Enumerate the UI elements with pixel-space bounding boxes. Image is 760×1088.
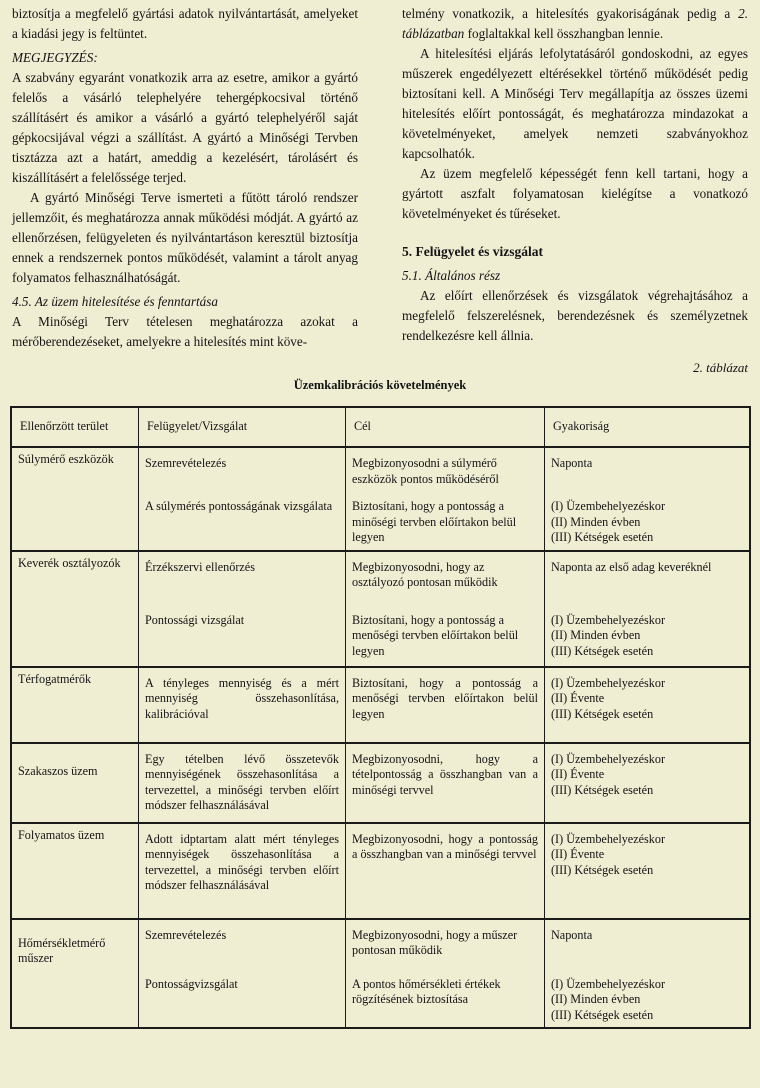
frequency-line: (II) Minden évben: [551, 628, 641, 642]
frequency-cell: [545, 667, 751, 743]
frequency-line: (III) Kétségek esetén: [551, 862, 654, 877]
area-cell: Súlymérő eszközök: [11, 447, 139, 551]
section-heading: 4.5. Az üzem hitelesítése és fenntartása: [12, 294, 218, 309]
goal-cell: Megbizonyosodni, hogy a pontosság a összhangban van a minőségi tervvel: [346, 823, 545, 919]
goal-cell: Biztosítani, hogy a pontosság a menőségi tervben előírtakon belül legyen: [346, 597, 545, 667]
check-cell: Érzékszervi ellenőrzés: [139, 551, 346, 597]
subsection-heading: 5.1. Általános rész: [402, 268, 501, 283]
area-cell: Szakaszos üzem: [11, 743, 139, 823]
column-header: Cél: [346, 407, 545, 447]
area-cell: Térfogatmérők: [11, 667, 139, 743]
frequency-cell: [545, 965, 751, 1029]
frequency-line: (III) Kétségek esetén: [551, 782, 654, 797]
frequency-line: (II) Évente: [551, 691, 605, 705]
frequency-cell: [545, 491, 751, 551]
frequency-line: (III) Kétségek esetén: [551, 1007, 654, 1022]
frequency-line: (II) Évente: [551, 847, 605, 861]
frequency-cell: [545, 551, 751, 597]
frequency-line: (II) Minden évben: [551, 514, 641, 529]
frequency-line: Naponta az első adag keveréknél: [551, 559, 712, 574]
check-cell: Szemrevételezés: [139, 447, 346, 491]
frequency-cell: [545, 447, 751, 491]
paragraph: A hitelesítési eljárás lefolytatásáról gondoskodni, az egyes műszerek engedélyezett eltérésekkel történő működését pedig biztosítani kell. A Minőségi Terv megállapítja az összes üzemi hitelesítés előírt pontosságát, és meghatározza mindazokat a követelményeket, amelyek nemzeti szabványokhoz kapcsolhatók.: [402, 46, 748, 161]
paragraph-text: telmény vonatkozik, a hitelesítés gyakoriságának pedig a: [402, 6, 739, 21]
check-cell: Adott idptartam alatt mért tényleges mennyiségek összehasonlítása a tervezettel, a minőségi tervben előírt módszer felhasználásával: [139, 823, 346, 919]
area-cell: Folyamatos üzem: [11, 823, 139, 919]
frequency-cell: [545, 597, 751, 667]
column-header: Gyakoriság: [545, 407, 751, 447]
goal-cell: Megbizonyosodni, hogy az osztályozó pontosan működik: [346, 551, 545, 597]
goal-cell: Biztosítani, hogy a pontosság a menőségi tervben előírtakon belül legyen: [346, 667, 545, 743]
paragraph: A gyártó Minőségi Terve ismerteti a fűtött tároló rendszer jellemzőit, és meghatározza annak működési módját. A gyártó az ellenőrzésen, felügyeleten és nyilvántartáson keresztül biztosítja ennek a rendszernek pontos működését, valamint a tárolt anyag folyamatos felhasználhatóságát.: [12, 190, 358, 285]
paragraph-text: foglaltakkal kell összhangban lennie.: [464, 26, 664, 41]
frequency-line: (I) Üzembehelyezéskor: [551, 499, 666, 513]
area-cell: Keverék osztályozók: [11, 551, 139, 667]
section-heading: 5. Felügyelet és vizsgálat: [402, 244, 543, 259]
check-cell: Egy tételben lévő összetevők mennyiségének összehasonlítása a tervezettel, a minőségi tervben előírt módszer felhasználásával: [139, 743, 346, 823]
check-cell: A tényleges mennyiség és a mért mennyiség összehasonlítása, kalibrációval: [139, 667, 346, 743]
frequency-line: Naponta: [551, 456, 593, 470]
frequency-line: (I) Üzembehelyezéskor: [551, 751, 666, 766]
frequency-line: (III) Kétségek esetén: [551, 530, 654, 544]
goal-cell: Megbizonyosodni, hogy a műszer pontosan működik: [346, 919, 545, 965]
frequency-line: (I) Üzembehelyezéskor: [551, 831, 666, 846]
table-row: [11, 823, 750, 919]
paragraph: A szabvány egyaránt vonatkozik arra az esetre, amikor a gyártó felelős a vásárló telephelyére tehergépkocsival történő szállításért és amikor a vásárló a gyártó telephelyéről saját gépkocsijával végzi a szállítást. A gyártó a Minőségi Tervben tisztázza azt a határt, ameddig a kezelésért, tárolásért és kiszállításért a felelőssége terjed.: [12, 70, 358, 185]
area-cell: Hőmérsékletmérő műszer: [11, 919, 139, 1029]
paragraph: biztosítja a megfelelő gyártási adatok nyilvántartását, amelyeket a kiadási jegy is feltüntet.: [12, 6, 358, 41]
table-header-row: [11, 407, 750, 447]
check-cell: A súlymérés pontosságának vizsgálata: [139, 491, 346, 551]
frequency-line: (I) Üzembehelyezéskor: [551, 675, 666, 690]
table-row: [11, 551, 750, 597]
left-text-column: [12, 4, 358, 352]
frequency-line: (II) Minden évben: [551, 992, 641, 1006]
goal-cell: A pontos hőmérsékleti értékek rögzítésének biztosítása: [346, 965, 545, 1029]
table-reference: 2. táblázatban: [402, 6, 748, 41]
column-header: Felügyelet/Vizsgálat: [139, 407, 346, 447]
paragraph: Az üzem megfelelő képességét fenn kell tartani, hogy a gyártott aszfalt folyamatosan kielégítse a vonatkozó követelményeket és tűréseket.: [402, 166, 748, 221]
frequency-line: (III) Kétségek esetén: [551, 643, 654, 658]
goal-cell: Biztosítani, hogy a pontosság a minőségi tervben előírtakon belül legyen: [346, 491, 545, 551]
frequency-line: (II) Évente: [551, 767, 605, 781]
table-title: Üzemkalibrációs követelmények: [293, 378, 467, 392]
paragraph: Az előírt ellenőrzések és vizsgálatok végrehajtásához a megfelelő felszerelésnek, berendezésnek és személyzetnek rendelkezésre kell állnia.: [402, 288, 748, 343]
column-header: Ellenőrzött terület: [11, 407, 139, 447]
table-row: [11, 667, 750, 743]
paragraph: A Minőségi Terv tételesen meghatározza azokat a mérőberendezéseket, amelyekre a hitelesítés mint köve-: [12, 314, 358, 349]
right-text-column: [402, 4, 748, 346]
calibration-table: [10, 406, 751, 1029]
note-heading: MEGJEGYZÉS:: [12, 50, 98, 65]
frequency-line: Naponta: [551, 927, 593, 942]
frequency-cell: [545, 823, 751, 919]
check-cell: Pontossági vizsgálat: [139, 597, 346, 667]
frequency-line: (III) Kétségek esetén: [551, 706, 654, 721]
check-cell: Pontosságvizsgálat: [139, 965, 346, 1029]
table-row: [11, 919, 750, 965]
table-row: [11, 447, 750, 491]
frequency-line: (I) Üzembehelyezéskor: [551, 612, 666, 627]
table-number-label: 2. táblázat: [693, 360, 748, 375]
goal-cell: Megbizonyosodni a súlymérő eszközök pontos működéséről: [346, 447, 545, 491]
frequency-cell: [545, 743, 751, 823]
check-cell: Szemrevételezés: [139, 919, 346, 965]
goal-cell: Megbizonyosodni, hogy a tételpontosság a összhangban van a minőségi tervvel: [346, 743, 545, 823]
frequency-line: (I) Üzembehelyezéskor: [551, 976, 666, 991]
paragraph: [402, 4, 748, 44]
table-row: [11, 743, 750, 823]
frequency-cell: [545, 919, 751, 965]
